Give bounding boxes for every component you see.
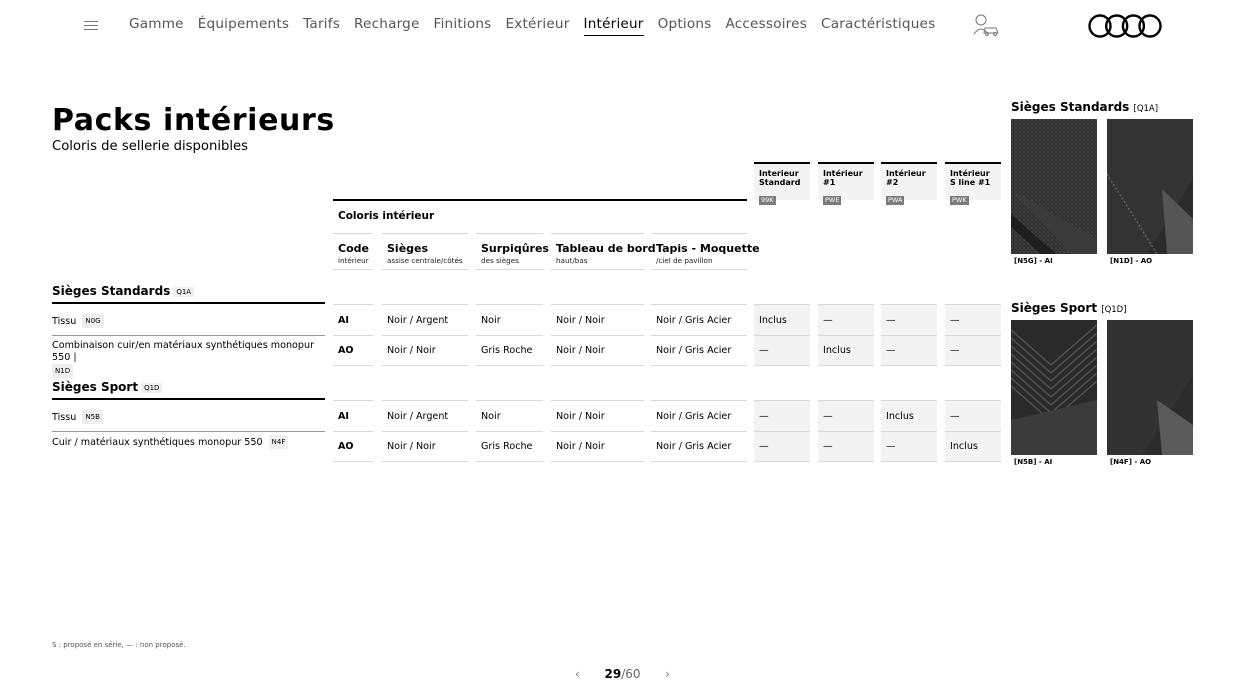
material-code: N0G [82, 314, 103, 328]
cell-colour-value: Noir [476, 400, 543, 431]
nav-items [129, 16, 935, 36]
package-code: PWA [888, 196, 903, 204]
package-header-1 [818, 162, 874, 204]
nav-item-tarifs[interactable]: Tarifs [303, 16, 340, 32]
material-row [52, 435, 325, 449]
cell-package-availability: — [945, 400, 1001, 431]
column-subtitle: intérieur [338, 256, 369, 265]
cell-colour-value: Noir / Noir [551, 400, 644, 431]
package-header-sline [945, 162, 1001, 204]
swatch-image-sport-fabric [1011, 320, 1097, 455]
cell-package-availability: — [945, 304, 1001, 335]
section-badge: Q1A [173, 287, 194, 297]
cell-colour-value: Noir [476, 304, 543, 335]
menu-icon[interactable] [84, 21, 98, 30]
cell-colour-value: Noir / Noir [551, 335, 644, 366]
cell-colour-value: Noir / Noir [382, 431, 468, 462]
cell-colour-value: Noir / Gris Acier [651, 335, 747, 366]
swatch-label: [N1D] - AO [1110, 257, 1153, 265]
material-label: Tissu [52, 316, 77, 327]
section-header-standards [52, 284, 325, 304]
swatch-image-sport-leather [1107, 320, 1193, 455]
swatch-label: [N4F] - AO [1110, 458, 1152, 466]
section-badge: Q1D [141, 383, 162, 393]
column-header-tableau [551, 233, 656, 270]
column-title: Surpiqûres [481, 242, 549, 255]
cell-colour-value: Gris Roche [476, 335, 543, 366]
column-title: Tableau de bord [556, 242, 656, 255]
package-header-standard [754, 162, 810, 204]
swatch-group-name: Sièges Sport [1011, 301, 1098, 315]
cell-package-availability: — [945, 335, 1001, 366]
cell-colour-value: Noir / Argent [382, 400, 468, 431]
page-indicator [604, 667, 640, 681]
material-label: Tissu [52, 412, 77, 423]
cell-colour-value: Noir / Gris Acier [651, 304, 747, 335]
nav-item-accessoires[interactable]: Accessoires [725, 16, 808, 32]
cell-colour-value: Noir / Gris Acier [651, 400, 747, 431]
cell-package-availability: — [754, 400, 810, 431]
cell-colour-value: Noir / Noir [551, 304, 644, 335]
cell-package-availability: — [881, 304, 937, 335]
swatch-group-code: [Q1D] [1101, 305, 1127, 315]
cell-colour-code: AO [333, 335, 373, 366]
package-header-2 [881, 162, 937, 204]
cell-colour-value: Noir / Argent [382, 304, 468, 335]
cell-package-availability: Inclus [754, 304, 810, 335]
column-subtitle: des sièges [481, 256, 519, 265]
cell-package-availability: Inclus [945, 431, 1001, 462]
cell-package-availability: — [754, 335, 810, 366]
package-code: 99K [761, 196, 774, 204]
cell-package-availability: — [881, 431, 937, 462]
swatch-label: [N5B] - AI [1014, 458, 1053, 466]
column-title: Tapis - Moquette [656, 242, 760, 255]
material-code: N1D [52, 364, 73, 378]
column-subtitle: haut/bas [556, 256, 588, 265]
nav-item-exterieur[interactable]: Extérieur [505, 16, 570, 32]
material-label: Cuir / matériaux synthétiques monopur 550 [52, 437, 263, 448]
cell-package-availability: Inclus [818, 335, 874, 366]
chevron-left-icon[interactable]: ‹ [575, 667, 580, 681]
page-subtitle: Coloris de sellerie disponibles [52, 139, 249, 154]
total-pages: /60 [621, 667, 641, 681]
material-code: N4F [269, 435, 289, 449]
nav-item-interieur[interactable]: Intérieur [584, 16, 644, 36]
nav-item-finitions[interactable]: Finitions [433, 16, 492, 32]
swatch-image-leather [1107, 119, 1193, 254]
package-name: Intérieur #2 [886, 169, 926, 187]
column-header-sieges [382, 233, 468, 270]
package-code: PWK [952, 196, 967, 204]
cell-package-availability: — [818, 304, 874, 335]
colour-group-title: Coloris intérieur [333, 199, 747, 222]
swatch-group-title [1011, 100, 1158, 114]
package-code: PWE [825, 196, 840, 204]
cell-package-availability: — [881, 335, 937, 366]
column-subtitle: /ciel de pavillon [656, 256, 713, 265]
current-page: 29 [604, 667, 622, 681]
cell-colour-value: Noir / Noir [551, 431, 644, 462]
cell-package-availability: — [818, 431, 874, 462]
nav-item-caracteristiques[interactable]: Caractéristiques [821, 16, 936, 32]
package-name: Intérieur #1 [823, 169, 863, 187]
section-title: Sièges Standards [52, 284, 171, 298]
material-row [52, 314, 325, 336]
nav-item-equipements[interactable]: Équipements [197, 16, 290, 32]
swatch-group-code: [Q1A] [1133, 104, 1159, 114]
swatch-group-title [1011, 301, 1127, 315]
nav-item-options[interactable]: Options [657, 16, 712, 32]
nav-item-gamme[interactable]: Gamme [129, 16, 184, 32]
material-row [52, 410, 325, 432]
material-row [52, 340, 325, 378]
nav-item-recharge[interactable]: Recharge [353, 16, 420, 32]
column-header-surpiqures [476, 233, 549, 270]
column-title: Sièges [387, 242, 429, 255]
cell-package-availability: — [754, 431, 810, 462]
column-header-tapis [651, 233, 760, 270]
package-name: Intérieur S line #1 [950, 169, 991, 187]
chevron-right-icon[interactable]: › [665, 667, 670, 681]
cell-package-availability: — [818, 400, 874, 431]
cell-colour-value: Gris Roche [476, 431, 543, 462]
cell-package-availability: Inclus [881, 400, 937, 431]
cell-colour-value: Noir / Noir [382, 335, 468, 366]
audi-logo[interactable] [1087, 13, 1163, 39]
pagination [575, 664, 670, 684]
cell-colour-value: Noir / Gris Acier [651, 431, 747, 462]
column-subtitle: assise centrale/côtés [387, 256, 463, 265]
footnote: S : proposé en série, — : non proposé. [52, 641, 186, 649]
section-header-sport [52, 380, 325, 400]
column-header-code [333, 233, 373, 270]
cell-colour-code: AI [333, 400, 373, 431]
cell-colour-code: AO [333, 431, 373, 462]
package-name: Interieur Standard [759, 169, 801, 187]
section-title: Sièges Sport [52, 380, 139, 394]
car-assist-icon[interactable] [970, 12, 1000, 38]
cell-colour-code: AI [333, 304, 373, 335]
swatch-label: [N5G] - AI [1014, 257, 1053, 265]
swatch-group-name: Sièges Standards [1011, 100, 1130, 114]
material-label: Combinaison cuir/en matériaux synthétiques monopur 550 | [52, 340, 315, 363]
swatch-image-fabric [1011, 119, 1097, 254]
material-code: N5B [82, 410, 103, 424]
top-navigation [0, 0, 1244, 50]
column-title: Code [338, 242, 369, 255]
page-title: Packs intérieurs [52, 103, 335, 138]
